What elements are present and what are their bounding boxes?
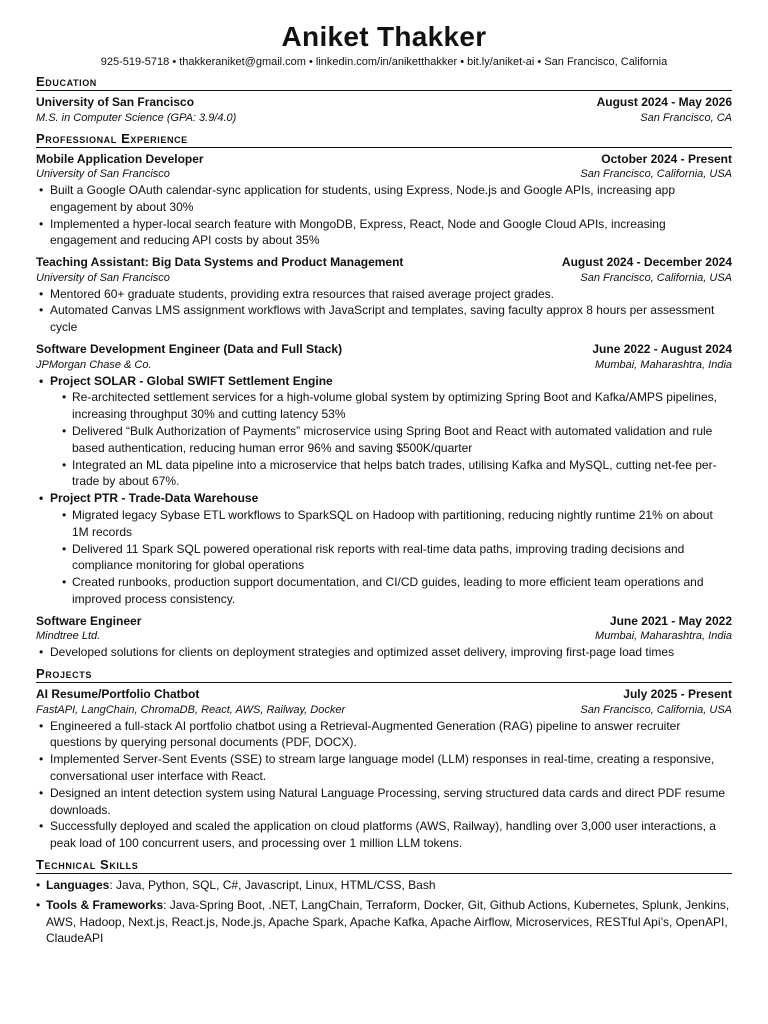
project-name: AI Resume/Portfolio Chatbot bbox=[36, 687, 200, 702]
project-dates: July 2025 - Present bbox=[623, 687, 732, 702]
bullet-item: • Designed an intent detection system using Natural Language Processing, serving structured data cards and direct PDF resume downloads. bbox=[36, 785, 732, 819]
job-location: San Francisco, California, USA bbox=[580, 168, 732, 180]
job-org: Mindtree Ltd. bbox=[36, 630, 101, 643]
contact-line: 925-519-5718 • thakkeraniket@gmail.com • linkedin.com/in/aniketthakker • bit.ly/aniket-ai • San Francisco, California bbox=[100, 56, 668, 68]
bullet-item: • Re-architected settlement services for a high-volume global system by optimizing Spring Boot and Kafka/AMPS pipelines, increasing throughput 30% and cutting latency 53% bbox=[62, 389, 732, 423]
projects-section bbox=[36, 665, 732, 852]
bullet-item: • Successfully deployed and scaled the application on cloud platforms (AWS, Railway), handling over 3,000 user interactions, a peak load of 100 concurrent users, and processing over 1 million LLM tokens. bbox=[36, 818, 732, 852]
bullet-item: • Migrated legacy Sybase ETL workflows to SparkSQL on Hadoop with partitioning, reducing nightly runtime 21% on about 1M records bbox=[62, 507, 732, 541]
skill-label: Tools & Frameworks bbox=[46, 897, 164, 912]
job-location: San Francisco, California, USA bbox=[580, 271, 732, 284]
job-org: JPMorgan Chase & Co. bbox=[36, 358, 152, 371]
project-group-name: Project PTR - Trade-Data Warehouse bbox=[50, 491, 259, 506]
education-dates: August 2024 - May 2026 bbox=[596, 95, 732, 109]
project-bullets bbox=[50, 507, 732, 608]
degree: M.S. in Computer Science (GPA: 3.9/4.0) bbox=[36, 111, 237, 124]
job-header-row bbox=[36, 254, 732, 271]
job-entry bbox=[36, 341, 732, 608]
skills-list bbox=[36, 877, 732, 947]
job-entry bbox=[36, 613, 732, 661]
skill-value: : Java-Spring Boot, .NET, LangChain, Terraform, Docker, Git, Github Actions, Kubernetes, Splunk, Jenkins, AWS, Hadoop, Next.js, React.js, Node.js, Apache Spark, Apache Kafka, Apache Airflow, Microservices, RESTful Api’s, OpenAPI, ClaudeAPI bbox=[46, 897, 730, 946]
resume-page bbox=[36, 20, 732, 947]
job-dates: August 2024 - December 2024 bbox=[561, 255, 732, 270]
education-location: San Francisco, CA bbox=[640, 111, 732, 124]
job-location: Mumbai, Maharashtra, India bbox=[595, 630, 732, 643]
job-role: Software Engineer bbox=[36, 613, 142, 628]
job-sub-row bbox=[36, 358, 732, 373]
job-org: University of San Francisco bbox=[36, 271, 170, 284]
job-sub-row bbox=[36, 271, 732, 286]
job-entry bbox=[36, 151, 732, 250]
job-dates: June 2022 - August 2024 bbox=[592, 342, 732, 357]
bullet-item: • Mentored 60+ graduate students, providing extra resources that raised average project grades. bbox=[36, 286, 732, 303]
job-location: Mumbai, Maharashtra, India bbox=[595, 358, 732, 371]
candidate-name: Aniket Thakker bbox=[281, 21, 487, 52]
education-section bbox=[36, 73, 732, 126]
job-sub-row bbox=[36, 167, 732, 182]
section-title-skills: Technical Skills bbox=[36, 856, 732, 874]
bullet-item: • Integrated an ML data pipeline into a microservice that helps batch trades, utilising Kafka and MySQL, cutting net-fee per-trade by about 67%. bbox=[62, 457, 732, 491]
section-title-education: Education bbox=[36, 73, 732, 91]
bullet-item: • Delivered “Bulk Authorization of Payments” microservice using Spring Boot and React with automated validation and rule based authentication, reducing human error 96% and saving $500K/quarter bbox=[62, 423, 732, 457]
education-header-row bbox=[36, 94, 732, 111]
bullet-item: • Delivered 11 Spark SQL powered operational risk reports with real-time data paths, improving trading decisions and compliance monitoring for global operations bbox=[62, 541, 732, 575]
project-bullets bbox=[50, 389, 732, 490]
bullet-item: • Automated Canvas LMS assignment workflows with JavaScript and templates, saving faculty approx 8 hours per assessment cycle bbox=[36, 302, 732, 336]
education-entry bbox=[36, 94, 732, 126]
job-role: Teaching Assistant: Big Data Systems and Product Management bbox=[36, 255, 404, 270]
section-title-experience: Professional Experience bbox=[36, 130, 732, 148]
skill-item bbox=[36, 877, 732, 894]
project-bullets bbox=[36, 718, 732, 852]
project-header-row bbox=[36, 686, 732, 703]
project-location: San Francisco, California, USA bbox=[580, 703, 732, 716]
experience-section bbox=[36, 130, 732, 662]
job-role: Software Development Engineer (Data and Full Stack) bbox=[36, 342, 343, 357]
bullet-item: • Implemented Server-Sent Events (SSE) to stream large language model (LLM) responses in real-time, creating a responsive, conversational user interface with React. bbox=[36, 751, 732, 785]
job-header-row bbox=[36, 151, 732, 168]
bullet-item: • Developed solutions for clients on deployment strategies and optimized asset delivery, improving first-page load times bbox=[36, 644, 732, 661]
project-group bbox=[36, 373, 732, 491]
job-dates: June 2021 - May 2022 bbox=[609, 613, 732, 628]
education-sub-row bbox=[36, 111, 732, 126]
bullet-item: • Implemented a hyper-local search feature with MongoDB, Express, React, Node and Google Cloud APIs, increasing engagement and reducing API costs by about 35% bbox=[36, 216, 732, 250]
job-bullets bbox=[36, 286, 732, 336]
job-bullets bbox=[36, 644, 732, 661]
job-entry bbox=[36, 254, 732, 336]
project-entry bbox=[36, 686, 732, 852]
school-name: University of San Francisco bbox=[36, 95, 195, 109]
bullet-item: • Built a Google OAuth calendar-sync application for students, using Express, Node.js and Google APIs, increasing app engagement by about 30% bbox=[36, 182, 732, 216]
skills-section bbox=[36, 856, 732, 947]
bullet-item: • Created runbooks, production support documentation, and CI/CD guides, leading to more efficient team operations and improved process consistency. bbox=[62, 574, 732, 608]
bullet-item: • Engineered a full-stack AI portfolio chatbot using a Retrieval-Augmented Generation (RAG) pipeline to answer recruiter questions by querying personal documents (PDF, DOCX). bbox=[36, 718, 732, 752]
job-bullets bbox=[36, 182, 732, 249]
skill-value: : Java, Python, SQL, C#, Javascript, Linux, HTML/CSS, Bash bbox=[109, 877, 436, 892]
skill-item bbox=[36, 897, 732, 947]
project-group bbox=[36, 490, 732, 608]
job-dates: October 2024 - Present bbox=[601, 151, 732, 166]
job-projects bbox=[36, 373, 732, 608]
job-sub-row bbox=[36, 629, 732, 644]
job-org: University of San Francisco bbox=[36, 168, 170, 180]
section-title-projects: Projects bbox=[36, 665, 732, 683]
project-stack: FastAPI, LangChain, ChromaDB, React, AWS, Railway, Docker bbox=[36, 703, 346, 716]
job-header-row bbox=[36, 341, 732, 358]
project-group-name: Project SOLAR - Global SWIFT Settlement Engine bbox=[50, 373, 333, 388]
job-role: Mobile Application Developer bbox=[36, 151, 204, 166]
skill-label: Languages bbox=[46, 877, 110, 892]
project-sub-row bbox=[36, 703, 732, 718]
job-header-row bbox=[36, 613, 732, 630]
